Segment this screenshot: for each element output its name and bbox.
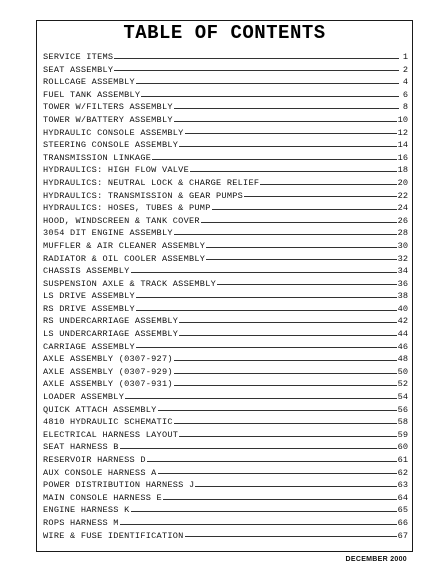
toc-entry-label: HYDRAULIC CONSOLE ASSEMBLY [43, 127, 184, 138]
toc-leader-line [174, 373, 397, 374]
toc-entry-page: 67 [397, 530, 408, 541]
toc-entry[interactable] [43, 278, 408, 291]
toc-entry-label: RESERVOIR HARNESS D [43, 455, 146, 465]
toc-entry-page: 20 [397, 177, 408, 188]
toc-entry[interactable] [43, 479, 408, 492]
toc-leader-line [114, 70, 399, 71]
toc-entry-page: 28 [397, 228, 408, 239]
toc-entry-page: 64 [397, 492, 408, 503]
toc-entry-page: 44 [397, 329, 408, 340]
toc-leader-line [141, 96, 399, 97]
toc-leader-line [190, 171, 397, 172]
toc-entry[interactable] [43, 139, 408, 152]
toc-leader-line [131, 272, 397, 273]
toc-entry-page: 36 [397, 278, 408, 289]
toc-leader-line [125, 398, 397, 399]
toc-leader-line [212, 209, 397, 210]
toc-entry-page: 32 [397, 253, 408, 264]
toc-entry[interactable] [43, 51, 408, 64]
toc-entry-label: HYDRAULICS: NEUTRAL LOCK & CHARGE RELIEF [43, 177, 260, 188]
toc-entry[interactable] [43, 127, 408, 140]
toc-entry[interactable] [43, 378, 408, 391]
toc-entry-page: 14 [397, 140, 408, 151]
toc-entry-label: MUFFLER & AIR CLEANER ASSEMBLY [43, 240, 206, 251]
toc-entry-label: HYDRAULICS: TRANSMISSION & GEAR PUMPS [43, 190, 244, 201]
toc-entry-label: 4810 HYDRAULIC SCHEMATIC [43, 417, 173, 428]
toc-entry-label: LOADER ASSEMBLY [43, 392, 125, 403]
toc-entry[interactable] [43, 164, 408, 177]
toc-leader-line [179, 436, 396, 437]
toc-entry-label: HOOD, WINDSCREEN & TANK COVER [43, 215, 200, 226]
toc-leader-line [163, 499, 397, 500]
toc-entry[interactable] [43, 454, 408, 467]
toc-leader-line [260, 184, 396, 185]
toc-entry[interactable] [43, 530, 408, 543]
toc-entry[interactable] [43, 290, 408, 303]
toc-entry-page: 22 [397, 190, 408, 201]
toc-entry-label: QUICK ATTACH ASSEMBLY [43, 404, 157, 415]
toc-entry[interactable] [43, 504, 408, 517]
toc-entry-page: 52 [397, 379, 408, 390]
toc-entry[interactable] [43, 429, 408, 442]
toc-leader-line [174, 234, 397, 235]
toc-entry-page: 40 [397, 303, 408, 314]
toc-leader-line [185, 133, 397, 134]
toc-leader-line [206, 259, 396, 260]
document-date: DECEMBER 2000 [345, 556, 407, 563]
toc-entry-page: 59 [397, 429, 408, 440]
toc-list [43, 51, 408, 542]
toc-leader-line [179, 335, 396, 336]
toc-entry-label: TOWER W/BATTERY ASSEMBLY [43, 114, 173, 125]
toc-entry[interactable] [43, 517, 408, 530]
toc-entry-page: 42 [397, 316, 408, 327]
toc-leader-line [174, 121, 397, 122]
toc-entry-page: 26 [397, 215, 408, 226]
toc-leader-line [136, 297, 397, 298]
toc-entry-page: 58 [397, 417, 408, 428]
toc-leader-line [174, 385, 397, 386]
toc-entry-label: SERVICE ITEMS [43, 52, 114, 62]
toc-leader-line [195, 486, 396, 487]
toc-entry[interactable] [43, 101, 408, 114]
toc-entry[interactable] [43, 315, 408, 328]
toc-entry-label: LS UNDERCARRIAGE ASSEMBLY [43, 329, 179, 340]
toc-entry[interactable] [43, 353, 408, 366]
toc-entry[interactable] [43, 76, 408, 89]
toc-entry-page: 66 [397, 517, 408, 528]
toc-leader-line [174, 423, 397, 424]
toc-entry[interactable] [43, 391, 408, 404]
toc-entry-page: 60 [397, 442, 408, 453]
toc-entry-label: ROPS HARNESS M [43, 517, 119, 528]
toc-entry-label: AXLE ASSEMBLY (0307-931) [43, 379, 173, 390]
toc-entry-label: ELECTRICAL HARNESS LAYOUT [43, 429, 179, 440]
toc-leader-line [244, 196, 397, 197]
toc-entry-label: HYDRAULICS: HIGH FLOW VALVE [43, 165, 189, 176]
toc-entry-label: CARRIAGE ASSEMBLY [43, 341, 135, 352]
toc-entry-page: 12 [397, 127, 408, 138]
toc-entry-page: 62 [397, 467, 408, 478]
toc-entry-label: WIRE & FUSE IDENTIFICATION [43, 530, 184, 541]
toc-entry[interactable] [43, 253, 408, 266]
toc-entry-page: 8 [402, 102, 408, 113]
toc-entry[interactable] [43, 177, 408, 190]
toc-entry-label: STEERING CONSOLE ASSEMBLY [43, 140, 179, 151]
toc-leader-line [185, 536, 397, 537]
toc-leader-line [174, 108, 399, 109]
toc-entry-label: ROLLCAGE ASSEMBLY [43, 77, 135, 88]
toc-entry[interactable] [43, 240, 408, 253]
toc-entry[interactable] [43, 416, 408, 429]
toc-entry-page: 18 [397, 165, 408, 176]
toc-entry[interactable] [43, 202, 408, 215]
toc-entry-label: TRANSMISSION LINKAGE [43, 152, 152, 163]
toc-entry-label: TOWER W/FILTERS ASSEMBLY [43, 102, 173, 113]
toc-leader-line [136, 347, 397, 348]
toc-entry[interactable] [43, 227, 408, 240]
toc-entry-page: 54 [397, 392, 408, 403]
toc-entry-label: RS UNDERCARRIAGE ASSEMBLY [43, 316, 179, 327]
toc-entry-page: 46 [397, 341, 408, 352]
toc-frame [36, 20, 413, 552]
toc-entry-label: AXLE ASSEMBLY (0307-929) [43, 366, 173, 377]
toc-entry-label: ENGINE HARNESS K [43, 505, 130, 516]
toc-entry-page: 65 [397, 505, 408, 516]
toc-entry-label: SEAT HARNESS B [43, 442, 119, 453]
toc-entry-page: 24 [397, 203, 408, 214]
toc-entry-label: MAIN CONSOLE HARNESS E [43, 492, 162, 503]
toc-entry-label: 3054 DIT ENGINE ASSEMBLY [43, 228, 173, 239]
toc-entry[interactable] [43, 89, 408, 102]
toc-entry[interactable] [43, 64, 408, 77]
toc-entry-page: 48 [397, 354, 408, 365]
toc-leader-line [131, 511, 397, 512]
toc-leader-line [120, 524, 397, 525]
toc-entry[interactable] [43, 328, 408, 341]
toc-entry-label: CHASSIS ASSEMBLY [43, 266, 130, 277]
toc-entry[interactable] [43, 114, 408, 127]
toc-entry-page: 63 [397, 480, 408, 491]
toc-entry-page: 30 [397, 240, 408, 251]
toc-entry[interactable] [43, 404, 408, 417]
toc-leader-line [179, 322, 396, 323]
toc-leader-line [152, 159, 397, 160]
toc-leader-line [206, 247, 396, 248]
toc-entry-label: AXLE ASSEMBLY (0307-927) [43, 354, 173, 365]
toc-entry-page: 38 [397, 291, 408, 302]
toc-entry-page: 4 [402, 77, 408, 88]
toc-entry-page: 16 [397, 152, 408, 163]
toc-leader-line [120, 448, 397, 449]
toc-entry-label: RS DRIVE ASSEMBLY [43, 303, 135, 314]
toc-entry[interactable] [43, 366, 408, 379]
toc-leader-line [174, 360, 397, 361]
toc-leader-line [201, 222, 397, 223]
toc-entry-label: RADIATOR & OIL COOLER ASSEMBLY [43, 253, 206, 264]
toc-leader-line [217, 284, 397, 285]
toc-entry-page: 6 [402, 89, 408, 100]
toc-entry-page: 1 [402, 52, 408, 62]
toc-entry-page: 10 [397, 114, 408, 125]
toc-entry-page: 50 [397, 366, 408, 377]
toc-entry-label: FUEL TANK ASSEMBLY [43, 89, 141, 100]
toc-entry-page: 61 [397, 455, 408, 465]
toc-entry[interactable] [43, 303, 408, 316]
toc-entry[interactable] [43, 441, 408, 454]
toc-entry-page: 2 [402, 64, 408, 75]
toc-entry[interactable] [43, 341, 408, 354]
toc-entry-label: LS DRIVE ASSEMBLY [43, 291, 135, 302]
toc-entry[interactable] [43, 215, 408, 228]
page-title: TABLE OF CONTENTS [123, 22, 326, 44]
toc-entry[interactable] [43, 190, 408, 203]
toc-leader-line [158, 410, 397, 411]
toc-entry-label: AUX CONSOLE HARNESS A [43, 467, 157, 478]
toc-leader-line [158, 473, 397, 474]
toc-entry-page: 34 [397, 266, 408, 277]
toc-leader-line [147, 461, 397, 462]
toc-entry-label: POWER DISTRIBUTION HARNESS J [43, 480, 195, 491]
toc-leader-line [114, 58, 399, 59]
toc-entry[interactable] [43, 492, 408, 505]
toc-entry[interactable] [43, 265, 408, 278]
toc-entry[interactable] [43, 467, 408, 480]
toc-leader-line [136, 310, 397, 311]
toc-leader-line [179, 146, 396, 147]
toc-entry-label: HYDRAULICS: HOSES, TUBES & PUMP [43, 203, 211, 214]
toc-entry-page: 56 [397, 404, 408, 415]
toc-entry[interactable] [43, 152, 408, 165]
toc-leader-line [136, 83, 399, 84]
toc-entry-label: SUSPENSION AXLE & TRACK ASSEMBLY [43, 278, 217, 289]
toc-entry-label: SEAT ASSEMBLY [43, 64, 114, 75]
